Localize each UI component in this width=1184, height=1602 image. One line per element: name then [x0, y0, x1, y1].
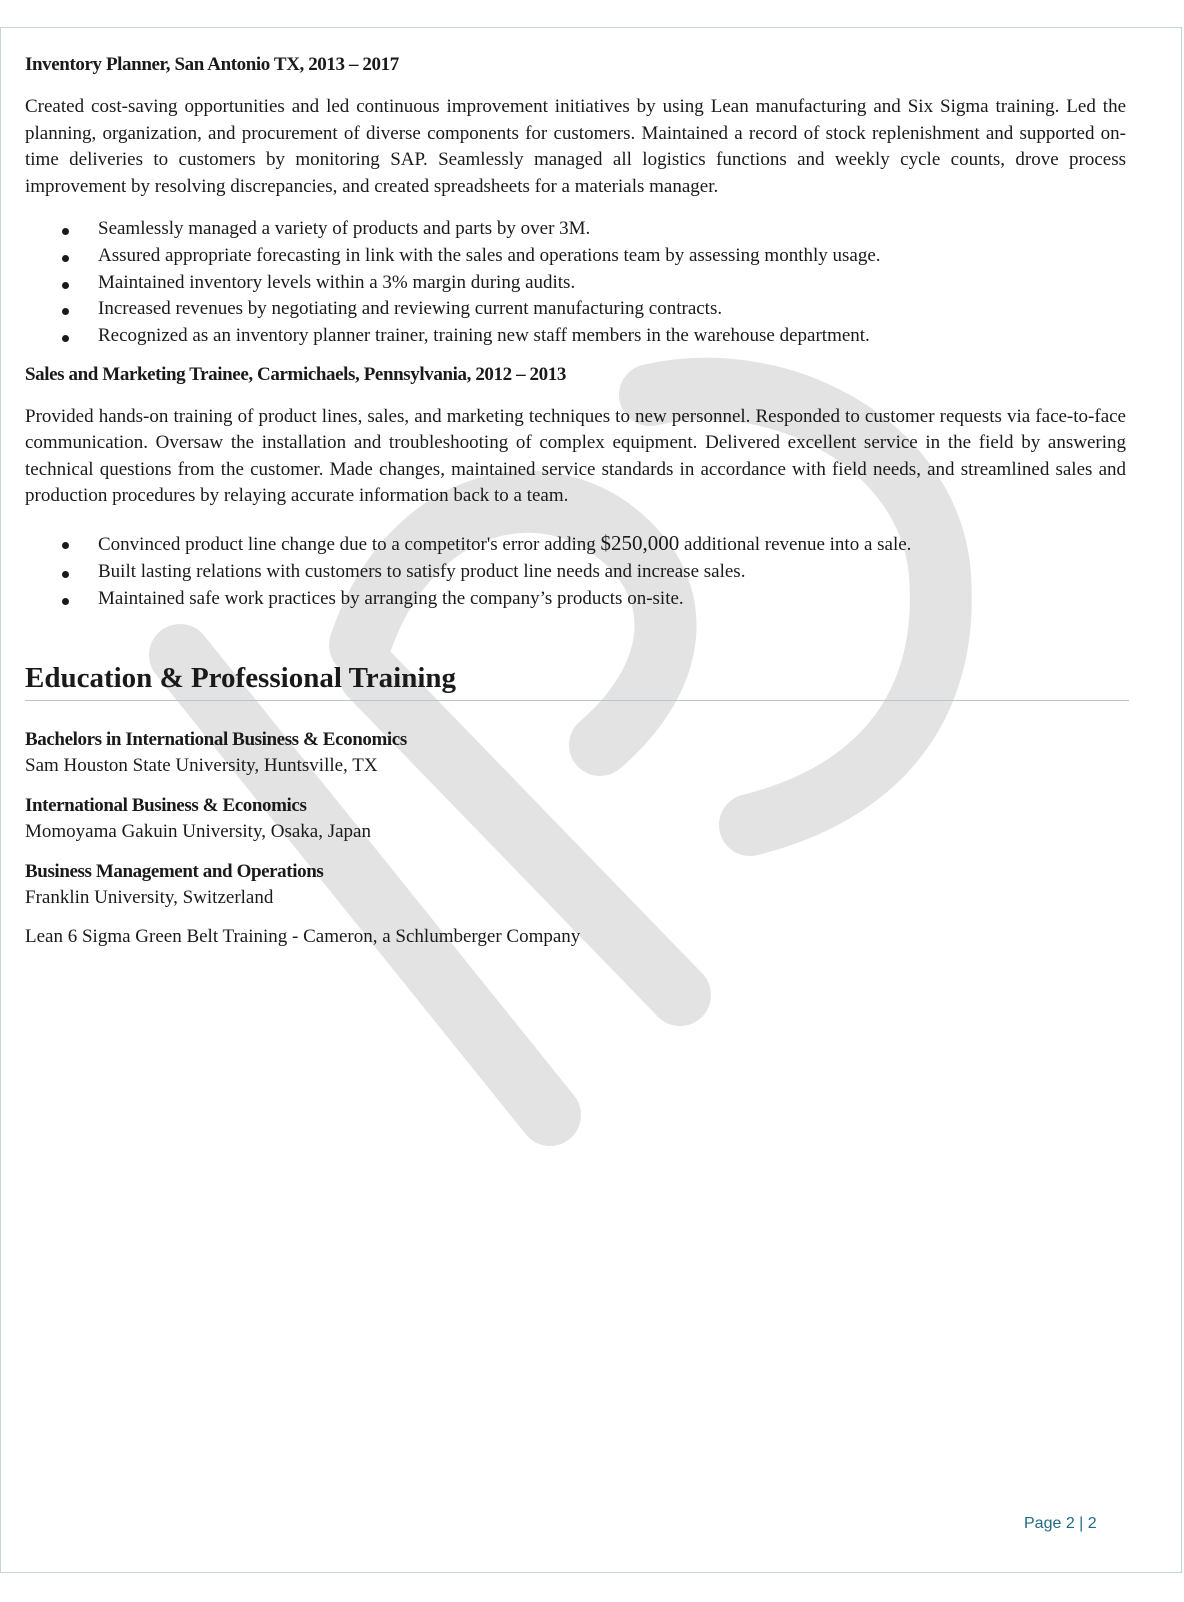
education-entry — [25, 727, 1126, 779]
education-section — [25, 660, 1126, 950]
list-item — [25, 243, 1126, 270]
training-entry: Lean 6 Sigma Green Belt Training - Cameron, a Schlumberger Company — [25, 926, 581, 948]
section-divider — [25, 700, 1129, 701]
job-sales-marketing-trainee — [25, 362, 1126, 612]
bullet-icon — [62, 282, 69, 289]
list-item — [25, 586, 1126, 613]
list-item — [25, 559, 1126, 586]
degree-name: Bachelors in International Business & Economics — [25, 729, 407, 751]
list-item-text: Built lasting relations with customers to satisfy product line needs and increase sales. — [98, 560, 746, 582]
degree-name: Business Management and Operations — [25, 861, 324, 883]
page-number: Page 2 | 2 — [1024, 1515, 1097, 1532]
job-description: Created cost-saving opportunities and led continuous improvement initiatives by using Lean manufacturing and Six Sigma training. Led the planning, organization, and procurement of diverse components for customers. Maintained a record of stock replenishment and supported on-time deliveries to customers by monitoring SAP. Seamlessly managed all logistics functions and weekly cycle counts, drove process improvement by resolving discrepancies, and created spreadsheets for a materials manager. — [25, 96, 1126, 197]
bullet-icon — [62, 255, 69, 262]
bullet-icon — [62, 228, 69, 235]
job-description: Provided hands-on training of product lines, sales, and marketing techniques to new personnel. Responded to customer requests via face-to-face communication. Oversaw the installation and troubleshooting of complex equipment. Delivered excellent service in the field by answering technical questions from the customer. Made changes, maintained service standards in accordance with field needs, and streamlined sales and production procedures by relaying accurate information back to a team. — [25, 405, 1126, 507]
list-item-text: Convinced product line change due to a competitor's error adding — [98, 533, 601, 555]
bullet-icon — [62, 598, 69, 605]
list-item-text: Recognized as an inventory planner trainer, training new staff members in the warehouse department. — [98, 325, 870, 347]
school-name: Franklin University, Switzerland — [25, 887, 274, 909]
bullet-icon — [62, 542, 69, 549]
bullet-icon — [62, 571, 69, 578]
section-heading: Education & Professional Training — [25, 662, 457, 695]
school-name: Momoyama Gakuin University, Osaka, Japan — [25, 821, 371, 843]
degree-name: International Business & Economics — [25, 795, 307, 817]
list-item — [25, 323, 1126, 350]
list-item-text: additional revenue into a sale. — [679, 533, 912, 555]
job-title: Inventory Planner, San Antonio TX, 2013 – 2017 — [25, 54, 399, 75]
bullet-icon — [62, 335, 69, 342]
school-name: Sam Houston State University, Huntsville, TX — [25, 755, 378, 777]
achievement-list — [25, 216, 1126, 350]
achievement-list — [25, 530, 1126, 612]
revenue-amount: $250,000 — [600, 530, 680, 555]
list-item — [25, 270, 1126, 297]
job-inventory-planner — [25, 52, 1126, 350]
list-item — [25, 530, 1126, 559]
list-item-text: Maintained safe work practices by arranging the company’s products on-site. — [98, 587, 684, 609]
list-item — [25, 296, 1126, 323]
list-item-text: Increased revenues by negotiating and reviewing current manufacturing contracts. — [98, 298, 723, 320]
list-item-text: Assured appropriate forecasting in link with the sales and operations team by assessing monthly usage. — [98, 244, 881, 266]
list-item — [25, 216, 1126, 243]
resume-content — [25, 52, 1126, 950]
list-item-text: Maintained inventory levels within a 3% margin during audits. — [98, 271, 576, 293]
education-entry — [25, 793, 1126, 845]
job-title: Sales and Marketing Trainee, Carmichaels, Pennsylvania, 2012 – 2013 — [25, 363, 566, 385]
list-item-text: Seamlessly managed a variety of products and parts by over 3M. — [98, 218, 591, 239]
bullet-icon — [62, 308, 69, 315]
education-entry — [25, 859, 1126, 911]
